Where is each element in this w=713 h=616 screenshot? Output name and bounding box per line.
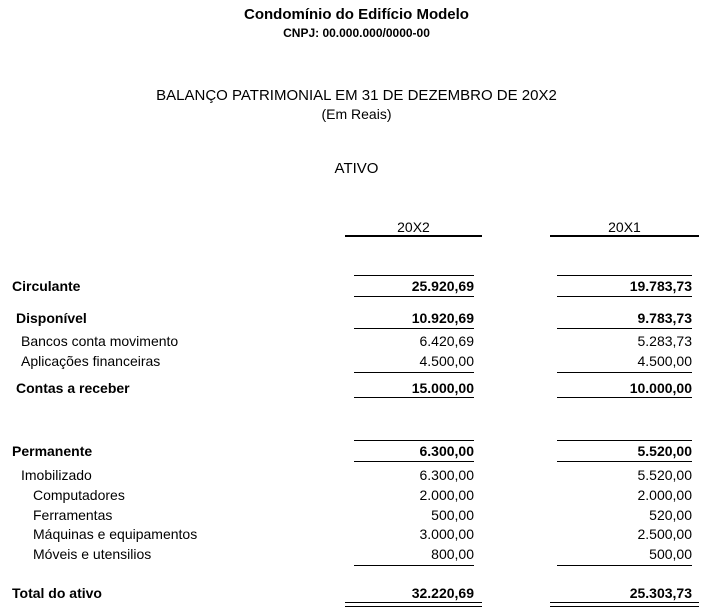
value-bancos-20x2: 6.420,69: [419, 333, 474, 349]
value-total-ativo-20x1: 25.303,73: [629, 585, 692, 601]
row-label-bancos: Bancos conta movimento: [21, 333, 179, 349]
total-double-rule: [550, 602, 699, 607]
value-imobilizado-20x2: 6.300,00: [419, 467, 474, 483]
value-circulante-20x2: 25.920,69: [411, 278, 474, 294]
subtotal-rule: [354, 461, 474, 462]
row-label-maquinas: Máquinas e equipamentos: [33, 526, 198, 542]
subtotal-rule: [557, 275, 692, 276]
subtotal-rule: [557, 372, 692, 373]
total-double-rule: [345, 602, 482, 607]
row-label-circulante: Circulante: [12, 278, 81, 294]
currency-unit: (Em Reais): [321, 106, 392, 122]
column-header-rule: [550, 235, 699, 237]
value-imobilizado-20x1: 5.520,00: [637, 467, 692, 483]
value-maquinas-20x1: 2.500,00: [637, 526, 692, 542]
subtotal-rule: [557, 296, 692, 297]
column-header-20x2: 20X2: [397, 219, 430, 235]
subtotal-rule: [354, 565, 474, 566]
row-label-imobilizado: Imobilizado: [21, 467, 92, 483]
value-circulante-20x1: 19.783,73: [629, 278, 692, 294]
subtotal-rule: [354, 440, 474, 441]
section-title: ATIVO: [334, 160, 379, 177]
value-disponivel-20x2: 10.920,69: [411, 310, 474, 326]
report-title: BALANÇO PATRIMONIAL EM 31 DE DEZEMBRO DE 20X2: [156, 87, 557, 104]
value-contas-a-receber-20x2: 15.000,00: [411, 380, 474, 396]
row-label-disponivel: Disponível: [16, 310, 87, 326]
value-bancos-20x1: 5.283,73: [637, 333, 692, 349]
subtotal-rule: [557, 440, 692, 441]
column-header-rule: [345, 235, 482, 237]
row-label-moveis: Móveis e utensilios: [33, 546, 152, 562]
subtotal-rule: [354, 397, 474, 398]
value-ferramentas-20x1: 520,00: [649, 507, 692, 523]
value-maquinas-20x2: 3.000,00: [419, 526, 474, 542]
subtotal-rule: [354, 328, 474, 329]
value-moveis-20x1: 500,00: [649, 546, 692, 562]
column-header-20x1: 20X1: [608, 219, 641, 235]
value-disponivel-20x1: 9.783,73: [637, 310, 692, 326]
row-label-computadores: Computadores: [33, 487, 125, 503]
row-label-ferramentas: Ferramentas: [33, 507, 113, 523]
value-permanente-20x2: 6.300,00: [419, 443, 474, 459]
value-computadores-20x1: 2.000,00: [637, 487, 692, 503]
value-contas-a-receber-20x1: 10.000,00: [629, 380, 692, 396]
row-label-total-ativo: Total do ativo: [12, 585, 102, 601]
row-label-permanente: Permanente: [12, 443, 93, 459]
row-label-contas-a-receber: Contas a receber: [16, 380, 130, 396]
value-aplicacoes-20x2: 4.500,00: [419, 353, 474, 369]
value-moveis-20x2: 800,00: [431, 546, 474, 562]
subtotal-rule: [557, 461, 692, 462]
entity-name: Condomínio do Edifício Modelo: [244, 6, 469, 23]
value-total-ativo-20x2: 32.220,69: [411, 585, 474, 601]
subtotal-rule: [354, 296, 474, 297]
cnpj-line: CNPJ: 00.000.000/0000-00: [283, 26, 430, 40]
value-aplicacoes-20x1: 4.500,00: [637, 353, 692, 369]
value-permanente-20x1: 5.520,00: [637, 443, 692, 459]
value-computadores-20x2: 2.000,00: [419, 487, 474, 503]
subtotal-rule: [557, 397, 692, 398]
subtotal-rule: [354, 372, 474, 373]
subtotal-rule: [557, 565, 692, 566]
subtotal-rule: [354, 275, 474, 276]
row-label-aplicacoes: Aplicações financeiras: [21, 353, 161, 369]
value-ferramentas-20x2: 500,00: [431, 507, 474, 523]
subtotal-rule: [557, 328, 692, 329]
